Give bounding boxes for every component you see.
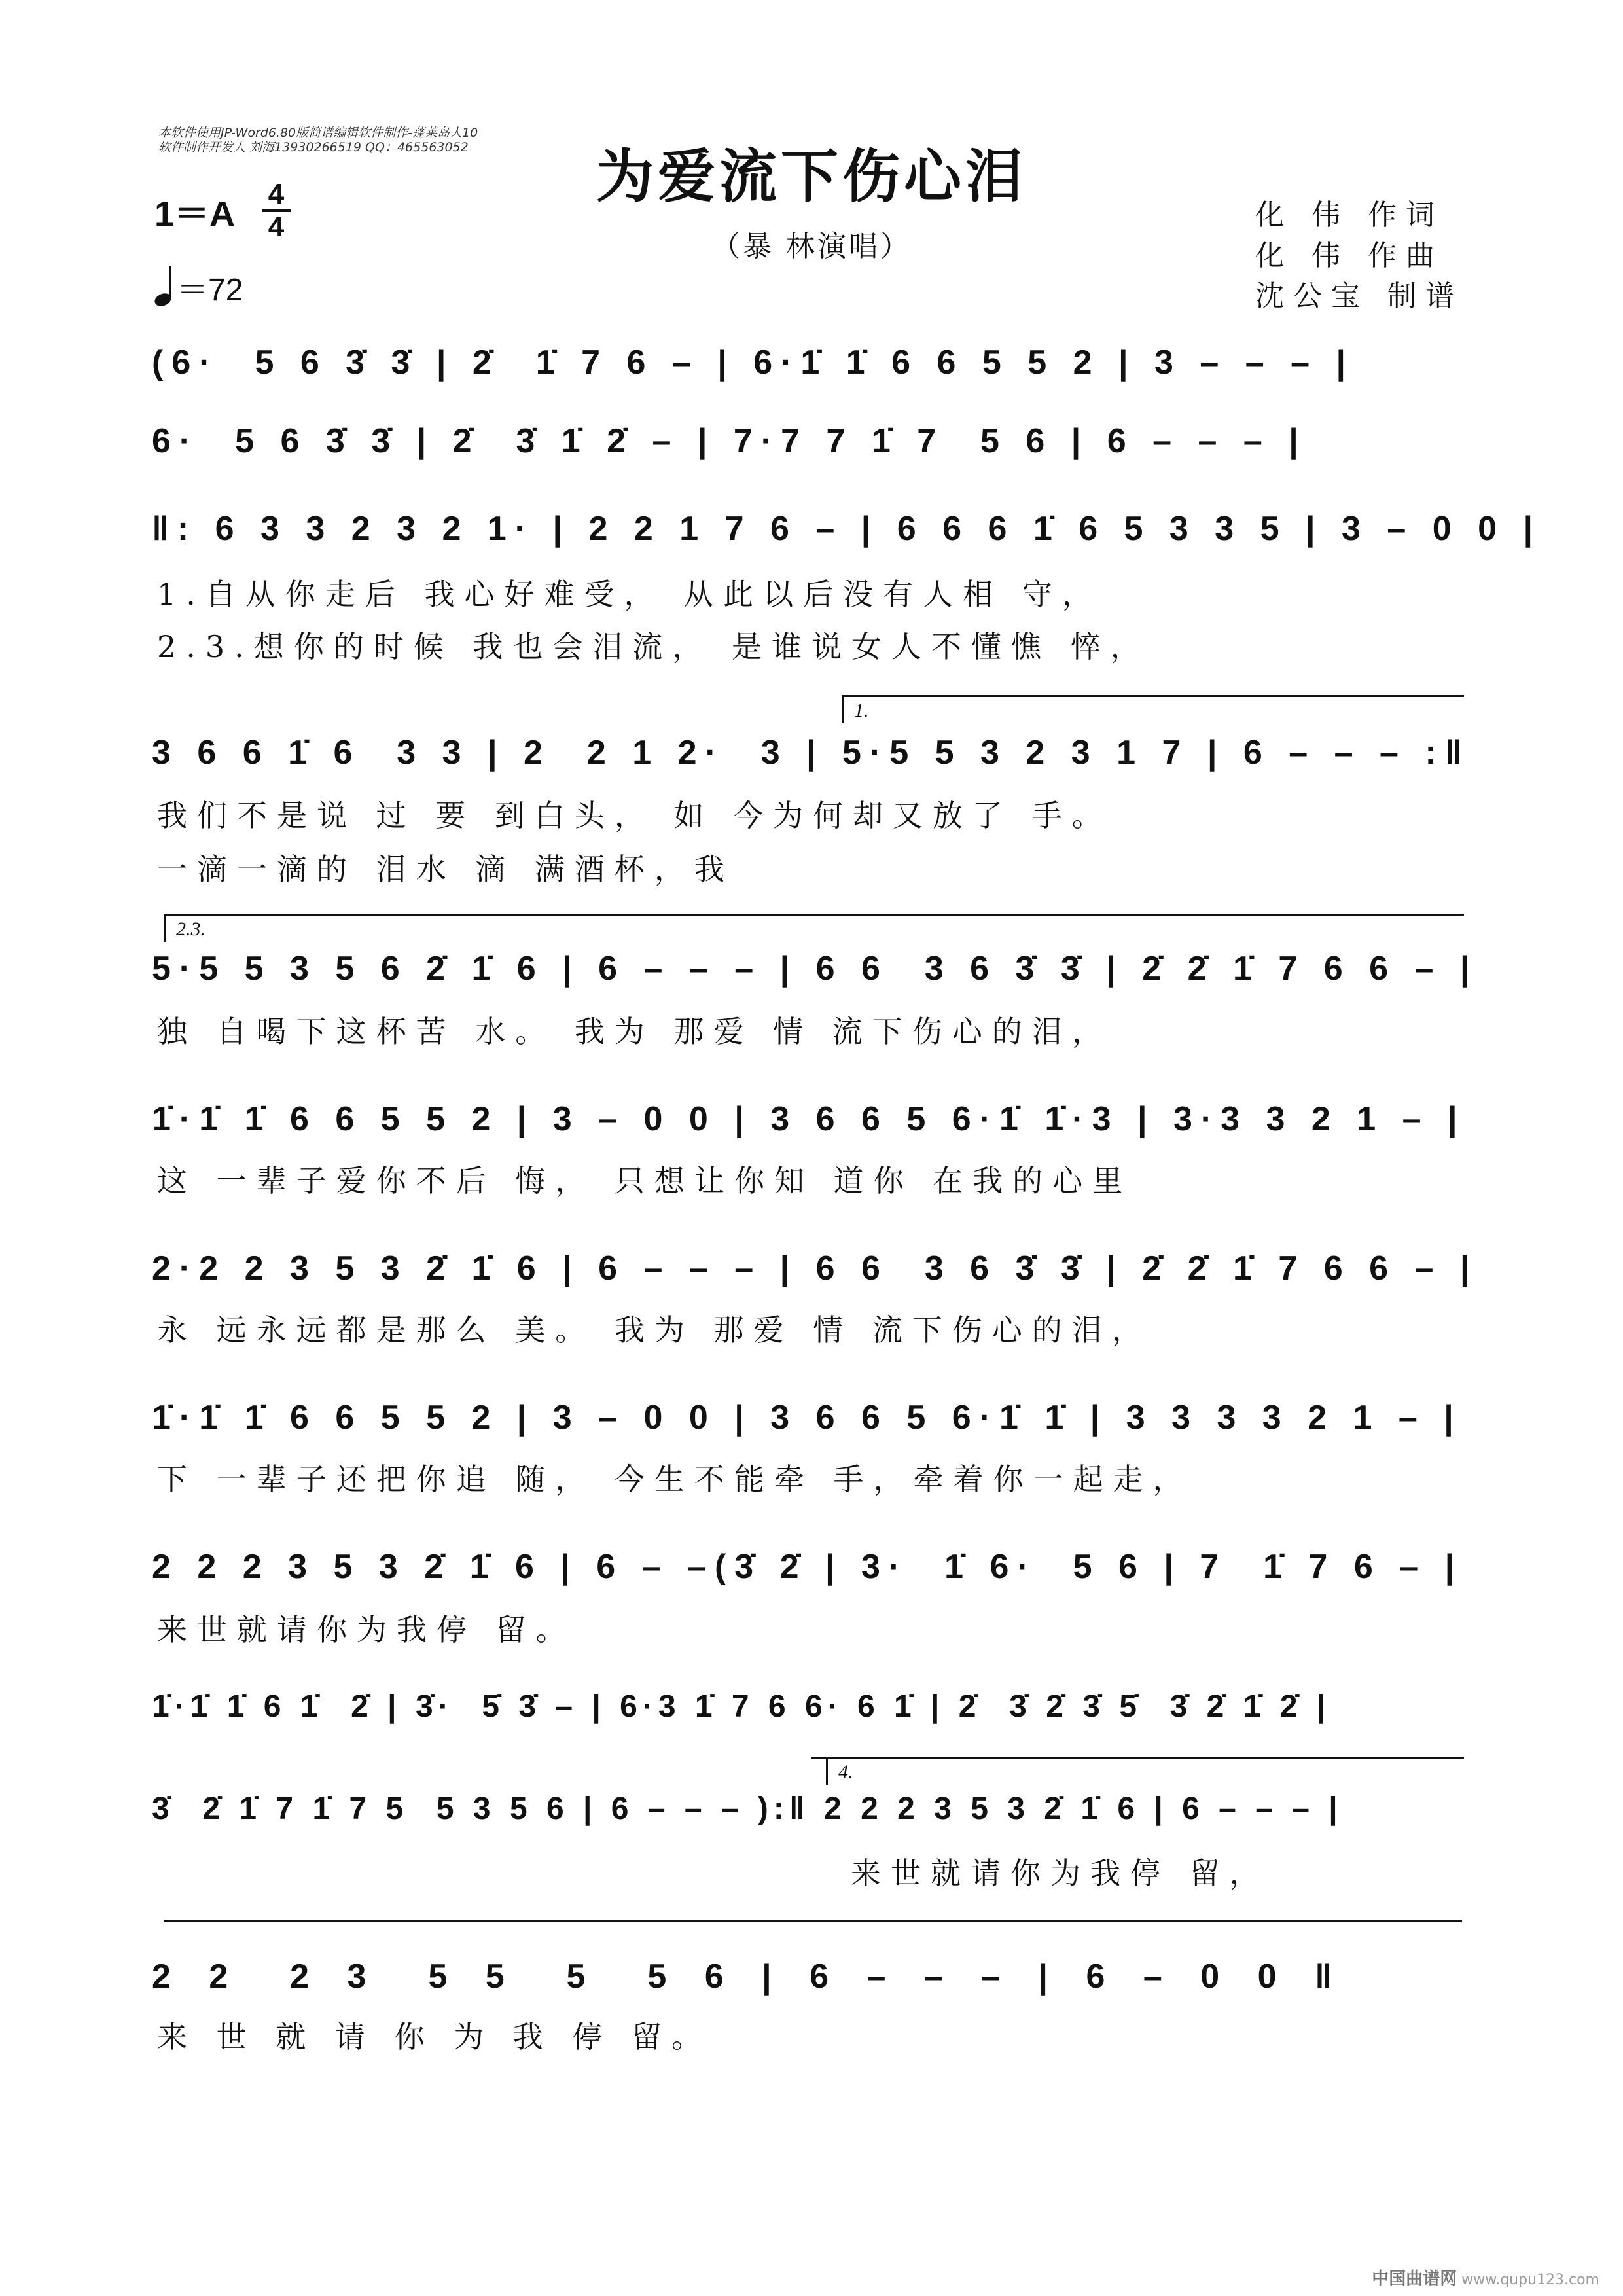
lyric-row-5: 独 自喝下这杯苦 水。 我为 那爱 情 流下伤心的泪， xyxy=(157,1014,1112,1049)
score-row-6 xyxy=(152,1100,1466,1165)
lyricist-credit: 化 伟 作词 xyxy=(1255,198,1444,232)
score-row-3 xyxy=(152,509,1542,575)
score-line-7: 2·2 2 3 5 3 2̇ 1̇ 6 | 6 – – – | 6 6 3 6 3̇ 3̇ | 2̇ 2̇ 1̇ 7 6 6 – | xyxy=(152,1249,1478,1287)
volta-fourth-ending xyxy=(826,1757,1464,1785)
volta-first-label: 1. xyxy=(854,700,869,721)
time-signature-bottom: 4 xyxy=(268,211,285,243)
score-row-4 xyxy=(152,733,1471,798)
software-note-line-2: 软件制作开发人 刘海13930266519 QQ：465563052 xyxy=(158,140,469,154)
score-line-6: 1̇·1̇ 1̇ 6 6 5 5 2 | 3 – 0 0 | 3 6 6 5 6·1̇ 1̇·3 | 3·3 3 2 1 – | xyxy=(152,1100,1466,1138)
lyric-row-4-verse-1: 我们不是说 过 要 到白头， 如 今为何却又放了 手。 xyxy=(157,798,1112,833)
score-row-11 xyxy=(152,1791,1461,1856)
score-line-2: 6· 5 6 3̇ 3̇ | 2̇ 3̇ 1̇ 2̇ – | 7·7 7 1̇ 7 5 6 | 6 – – – | xyxy=(152,422,1307,460)
time-signature-top: 4 xyxy=(268,178,285,210)
credits-block xyxy=(1255,195,1463,317)
volta-second-label: 2.3. xyxy=(176,918,205,940)
lyric-row-6: 这 一辈子爱你不后 悔， 只想让你知 道你 在我的心里 xyxy=(157,1163,1133,1198)
score-row-8 xyxy=(152,1398,1461,1463)
score-row-9 xyxy=(152,1547,1461,1613)
lyric-row-9: 来世就请你为我停 留。 xyxy=(157,1612,576,1647)
lyric-row-8: 下 一辈子还把你追 随， 今生不能牵 手，牵着你一起走， xyxy=(157,1462,1193,1497)
score-line-11: 3̇ 2̇ 1̇ 7 1̇ 7 5 5 3 5 6 | 6 – – – ):‖ 2 2 2 3 5 3 2̇ 1̇ 6 | 6 – – – | xyxy=(152,1791,1343,1826)
composer-credit: 化 伟 作曲 xyxy=(1255,239,1444,272)
lyric-row-12: 来 世 就 请 你 为 我 停 留。 xyxy=(157,2019,711,2054)
time-signature xyxy=(262,178,291,243)
coda-bracket-line xyxy=(164,1920,1462,1922)
score-line-12: 2 2 2 3 5 5 5 5 6 | 6 – – – | 6 – 0 0 ‖ xyxy=(152,1958,1346,1996)
score-line-5: 5·5 5 3 5 6 2̇ 1̇ 6 | 6 – – – | 6 6 3 6 3̇ 3̇ | 2̇ 2̇ 1̇ 7 6 6 – | xyxy=(152,950,1478,988)
arranger-credit: 沈公宝 制谱 xyxy=(1255,279,1463,313)
score-row-10 xyxy=(152,1689,1461,1754)
song-title: 为爱流下伤心泪 xyxy=(596,142,1027,210)
score-line-1: (6· 5 6 3̇ 3̇ | 2̇ 1̇ 7 6 – | 6·1̇ 1̇ 6 6 5 5 2 | 3 – – – | xyxy=(152,344,1355,382)
volta-second-ending xyxy=(164,914,1464,942)
volta-first-ending xyxy=(842,695,1464,723)
watermark-brand: 中国曲谱网 xyxy=(1372,2269,1457,2289)
watermark-url: www.qupu123.com xyxy=(1461,2272,1599,2288)
lyric-row-4-verse-2-3: 一滴一滴的 泪水 滴 满酒杯，我 xyxy=(157,852,734,887)
volta-fourth-label: 4. xyxy=(838,1761,853,1783)
lyric-row-3-verse-2-3: 2.3.想你的时候 我也会泪流， 是谁说女人不懂憔 悴， xyxy=(157,629,1150,664)
lyric-row-3-verse-1: 1.自从你走后 我心好难受， 从此以后没有人相 守， xyxy=(157,577,1102,612)
score-line-4: 3 6 6 1̇ 6 3 3 | 2 2 1 2· 3 | 5·5 5 3 2 3 1 7 | 6 – – – :‖ xyxy=(152,734,1471,772)
score-line-10: 1̇·1̇ 1̇ 6 1̇ 2̇ | 3̇· 5̇ 3̇ – | 6·3 1̇ 7 6 6· 6 1̇ | 2̇ 3̇ 2̇ 3̇ 5̇ 3̇ 2̇ 1̇ 2̇ | xyxy=(152,1689,1331,1724)
singer-credit: （暴 林演唱） xyxy=(711,230,912,263)
score-row-5 xyxy=(152,949,1478,1014)
quarter-note-icon xyxy=(154,269,177,308)
tempo-value: ＝72 xyxy=(177,273,243,308)
lyric-row-11: 来世就请你为我停 留， xyxy=(851,1856,1270,1891)
score-line-3: ‖: 6 3 3 2 3 2 1· | 2 2 1 7 6 – | 6 6 6 1̇ 6 5 3 3 5 | 3 – 0 0 | xyxy=(152,510,1542,548)
score-row-12 xyxy=(152,1957,1461,2022)
key-signature: 1＝A xyxy=(154,194,236,234)
site-watermark xyxy=(1372,2265,1599,2289)
tempo-marking xyxy=(154,264,243,310)
score-line-9: 2 2 2 3 5 3 2̇ 1̇ 6 | 6 – –(3̇ 2̇ | 3· 1̇ 6· 5 6 | 7 1̇ 7 6 – | xyxy=(152,1548,1463,1586)
score-row-2 xyxy=(152,422,1461,487)
score-row-7 xyxy=(152,1249,1478,1314)
score-line-8: 1̇·1̇ 1̇ 6 6 5 5 2 | 3 – 0 0 | 3 6 6 5 6·1̇ 1̇ | 3 3 3 3 2 1 – | xyxy=(152,1399,1462,1437)
score-row-1 xyxy=(152,343,1461,408)
lyric-row-7: 永 远永远都是那么 美。 我为 那爱 情 流下伤心的泪， xyxy=(157,1312,1152,1348)
software-note-line-1: 本软件使用JP-Word6.80版简谱编辑软件制作-蓬莱岛人10 xyxy=(158,126,478,140)
